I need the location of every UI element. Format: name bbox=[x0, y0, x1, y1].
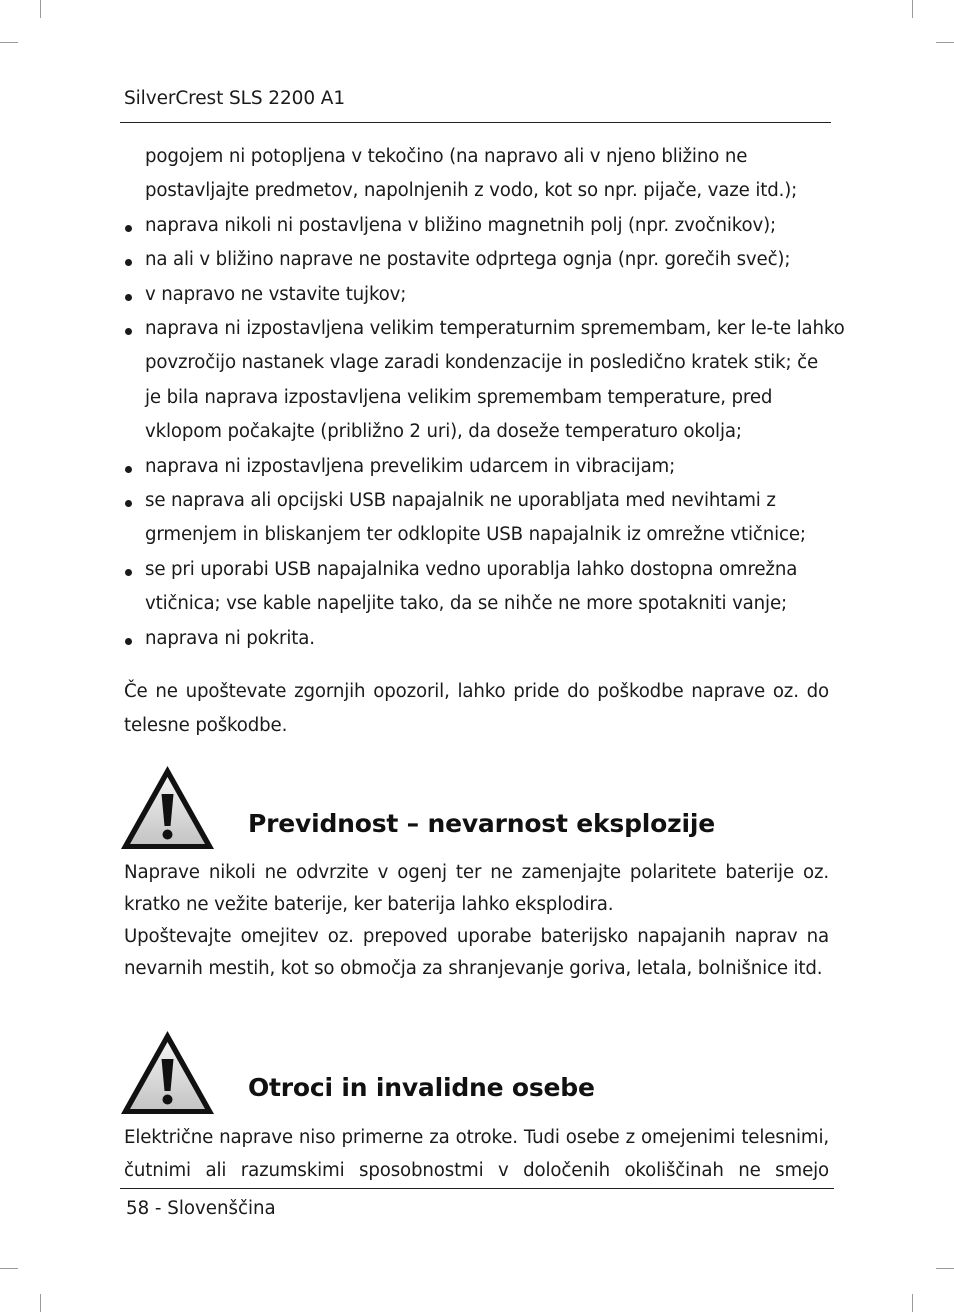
warning-triangle-icon bbox=[119, 1029, 216, 1116]
list-item-line: naprava ni pokrita. bbox=[145, 628, 315, 649]
bullet-icon bbox=[125, 328, 132, 335]
section-text-line: Naprave nikoli ne odvrzite v ogenj ter ne zamenjajte polaritete baterije oz. bbox=[124, 862, 829, 883]
bullet-icon bbox=[125, 500, 132, 507]
bullet-icon bbox=[125, 466, 132, 473]
crop-mark bbox=[912, 0, 913, 18]
list-item-line: se pri uporabi USB napajalnika vedno uporablja lahko dostopna omrežna bbox=[145, 559, 798, 580]
list-item-line: pogojem ni potopljena v tekočino (na napravo ali v njeno bližino ne bbox=[145, 146, 748, 167]
list-item-line: naprava nikoli ni postavljena v bližino magnetnih polj (npr. zvočnikov); bbox=[145, 215, 776, 236]
list-item-line: naprava ni izpostavljena velikim temperaturnim spremembam, ker le-te lahko bbox=[145, 318, 845, 339]
list-item-line: vklopom počakajte (približno 2 uri), da doseže temperaturo okolja; bbox=[145, 421, 742, 442]
warning-paragraph-line: telesne poškodbe. bbox=[124, 715, 288, 736]
bullet-icon bbox=[125, 569, 132, 576]
section-text-line: kratko ne vežite baterije, ker baterija lahko eksplodira. bbox=[124, 894, 614, 915]
section-text-line: Električne naprave niso primerne za otroke. Tudi osebe z omejenimi telesnimi, bbox=[124, 1127, 829, 1148]
list-item-line: je bila naprava izpostavljena velikim spremembam temperature, pred bbox=[145, 387, 773, 408]
section-text-line: nevarnih mestih, kot so območja za shranjevanje goriva, letala, bolnišnice itd. bbox=[124, 958, 823, 979]
bullet-icon bbox=[125, 225, 132, 232]
section-heading: Otroci in invalidne osebe bbox=[248, 1073, 595, 1102]
bullet-icon bbox=[125, 259, 132, 266]
crop-mark bbox=[40, 1294, 41, 1312]
section-text-line: čutnimi ali razumskimi sposobnostmi v določenih okoliščinah ne smejo bbox=[124, 1160, 829, 1181]
list-item-line: grmenjem in bliskanjem ter odklopite USB napajalnik iz omrežne vtičnice; bbox=[145, 524, 806, 545]
header-rule bbox=[120, 122, 831, 123]
crop-mark bbox=[40, 0, 41, 18]
list-item-line: se naprava ali opcijski USB napajalnik ne uporabljata med nevihtami z bbox=[145, 490, 776, 511]
list-item-line: naprava ni izpostavljena prevelikim udarcem in vibracijam; bbox=[145, 456, 676, 477]
list-item-line: na ali v bližino naprave ne postavite odprtega ognja (npr. gorečih sveč); bbox=[145, 249, 791, 270]
list-item-line: povzročijo nastanek vlage zaradi kondenzacije in posledično kratek stik; če bbox=[145, 352, 819, 373]
list-item-line: vtičnica; vse kable napeljite tako, da se nihče ne more spotakniti vanje; bbox=[145, 593, 787, 614]
list-item-line: postavljajte predmetov, napolnjenih z vodo, kot so npr. pijače, vaze itd.); bbox=[145, 180, 798, 201]
crop-mark bbox=[936, 1268, 954, 1269]
crop-mark bbox=[936, 42, 954, 43]
bullet-icon bbox=[125, 638, 132, 645]
list-item-line: v napravo ne vstavite tujkov; bbox=[145, 284, 407, 305]
footer-rule bbox=[120, 1188, 834, 1189]
warning-paragraph-line: Če ne upoštevate zgornjih opozoril, lahko pride do poškodbe naprave oz. do bbox=[124, 681, 829, 702]
crop-mark bbox=[0, 1268, 18, 1269]
crop-mark bbox=[0, 42, 18, 43]
page-number: 58 - Slovenščina bbox=[126, 1198, 276, 1219]
warning-triangle-icon bbox=[119, 764, 216, 851]
crop-mark bbox=[912, 1294, 913, 1312]
section-text-line: Upoštevajte omejitev oz. prepoved uporabe baterijsko napajanih naprav na bbox=[124, 926, 829, 947]
document-header: SilverCrest SLS 2200 A1 bbox=[124, 88, 345, 109]
section-heading: Previdnost – nevarnost eksplozije bbox=[248, 809, 715, 838]
bullet-icon bbox=[125, 294, 132, 301]
